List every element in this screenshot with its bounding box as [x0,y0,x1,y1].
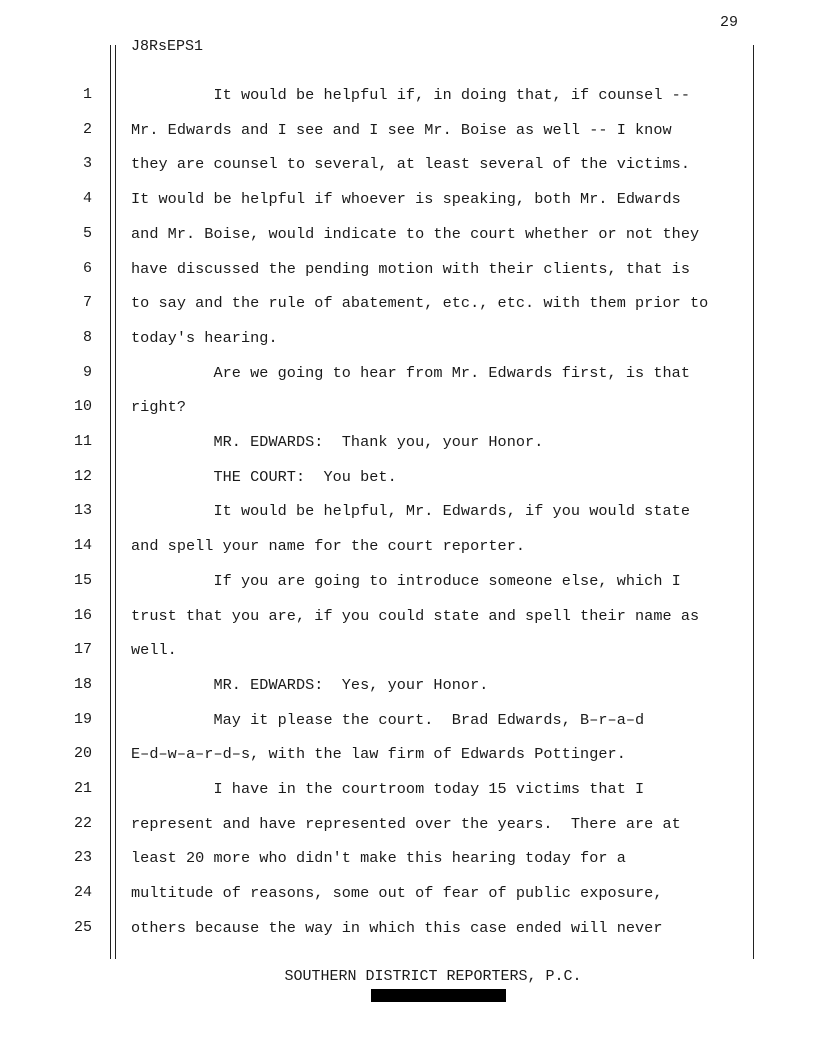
transcript-line: multitude of reasons, some out of fear of public exposure, [131,884,663,903]
page-number: 29 [720,14,739,31]
line-number: 9 [82,363,92,381]
line-number: 1 [82,86,92,103]
transcript-line: today's hearing. [131,328,278,347]
transcript-line: It would be helpful if whoever is speaking, both Mr. Edwards [131,190,681,209]
transcript-line: represent and have represented over the years. There are at [131,814,681,833]
transcript-line: and Mr. Boise, would indicate to the court whether or not they [131,224,700,243]
line-number: 4 [82,190,92,208]
line-number: 23 [73,849,92,867]
transcript-line: trust that you are, if you could state and spell their name as [131,606,700,625]
transcript-line: least 20 more who didn't make this hearing today for a [131,849,626,868]
line-number: 13 [73,502,92,520]
line-number: 18 [73,675,92,693]
transcript-line: to say and the rule of abatement, etc., etc. with them prior to [131,294,709,313]
transcript-line: they are counsel to several, at least several of the victims. [131,155,691,174]
left-margin-rule-inner [115,45,116,959]
line-number: 14 [73,537,92,555]
line-number: 7 [82,294,92,312]
transcript-line: It would be helpful if, in doing that, if counsel -- [131,86,691,104]
transcript-line: THE COURT: You bet. [131,467,397,486]
line-number: 10 [73,398,92,416]
transcript-line: May it please the court. Brad Edwards, B–r–a–d [131,710,645,729]
transcript-line: I have in the courtroom today 15 victims that I [131,780,645,798]
line-number: 5 [82,224,92,242]
transcript-line: It would be helpful, Mr. Edwards, if you would state [131,502,691,521]
case-id: J8RsEPS1 [131,38,204,55]
line-number: 25 [73,918,92,936]
line-number: 6 [82,259,92,277]
footer-reporter: SOUTHERN DISTRICT REPORTERS, P.C. [284,968,582,985]
line-number: 22 [73,814,92,832]
transcript-line: E–d–w–a–r–d–s, with the law firm of Edwards Pottinger. [131,745,626,764]
line-number: 11 [73,433,92,450]
line-number: 16 [73,606,92,624]
redaction-bar [371,989,506,1002]
transcript-line: MR. EDWARDS: Thank you, your Honor. [131,433,544,451]
line-number: 3 [82,155,92,173]
line-number: 19 [73,710,92,728]
line-number: 15 [73,571,92,589]
transcript-line: If you are going to introduce someone else, which I [131,571,681,590]
transcript-line: and spell your name for the court reporter. [131,537,526,556]
line-number: 20 [73,745,92,763]
transcript-line: Mr. Edwards and I see and I see Mr. Boise as well -- I know [131,120,672,139]
line-number: 24 [73,884,92,902]
transcript-line: Are we going to hear from Mr. Edwards first, is that [131,363,691,382]
right-margin-rule [753,45,754,959]
transcript-line: right? [131,398,186,417]
line-number: 21 [73,780,92,797]
line-number: 12 [73,467,92,485]
transcript-line: others because the way in which this case ended will never [131,918,663,937]
line-number: 8 [82,328,92,346]
transcript-line: MR. EDWARDS: Yes, your Honor. [131,675,489,694]
left-margin-rule-outer [110,45,111,959]
transcript-line: well. [131,641,177,660]
transcript-line: have discussed the pending motion with their clients, that is [131,259,691,278]
line-number: 2 [82,120,92,138]
line-number: 17 [73,641,92,659]
